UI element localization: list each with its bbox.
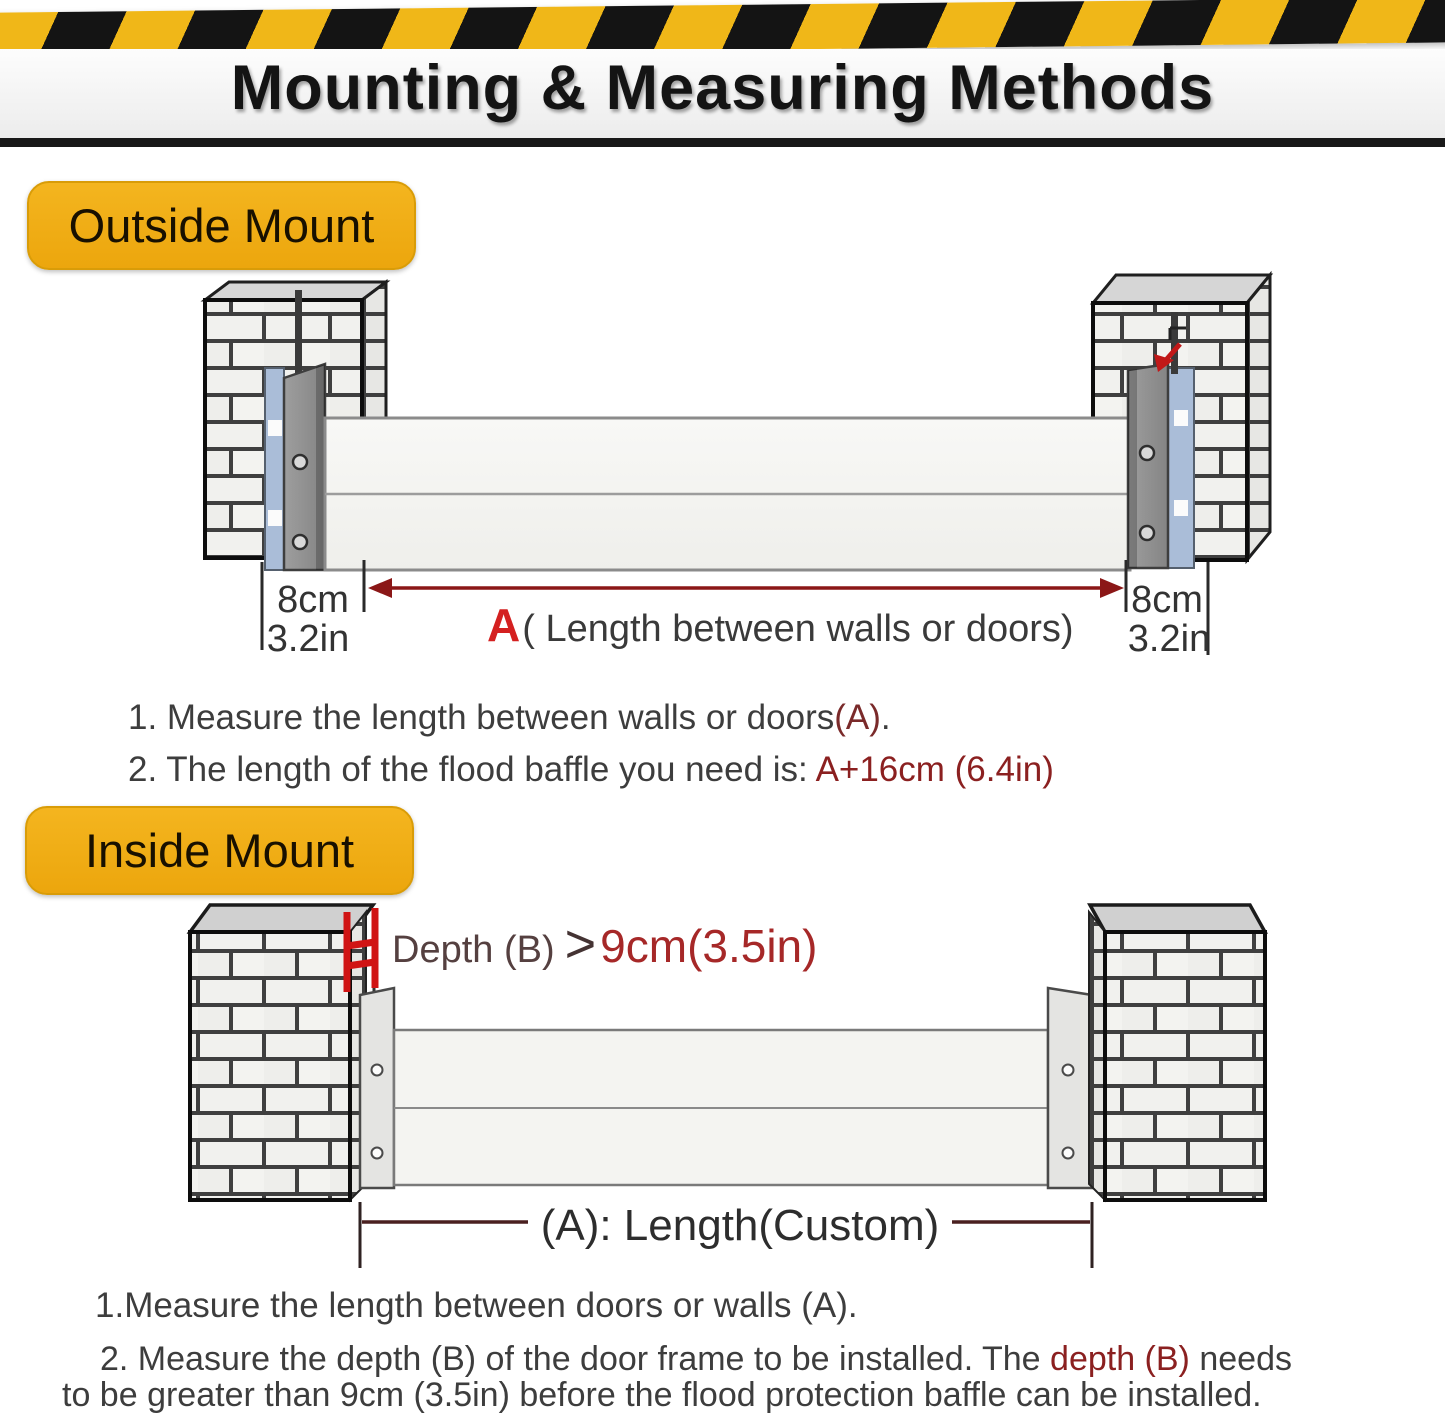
inside-step2-tail: needs — [1189, 1340, 1292, 1378]
screw — [1140, 446, 1154, 460]
depth-bracket-rung — [347, 962, 375, 966]
right-anchor-rod — [1171, 312, 1178, 374]
inside-step1-text: 1.Measure the length between doors or walls (A). — [95, 1286, 858, 1325]
span-label-rest: ( Length between walls or doors) — [522, 608, 1074, 650]
depth-value: 9cm(3.5in) — [600, 920, 818, 972]
span-label-A: A — [487, 599, 521, 651]
outside-step2-accent: A+16cm (6.4in) — [815, 750, 1054, 789]
right-pillar-top-face — [1093, 275, 1270, 303]
left-blue-seal-strip — [265, 368, 284, 570]
dim-label-left-cm: 8cm — [277, 579, 349, 621]
screw — [293, 455, 307, 469]
inside-step3-text: to be greater than 9cm (3.5in) before the flood protection baffle can be installed. — [62, 1376, 1262, 1414]
outside-dimension-group — [262, 560, 1210, 660]
outside-step1-period: . — [880, 698, 891, 737]
header-divider-bar — [0, 138, 1445, 147]
dim-label-right-in: 3.2in — [1127, 618, 1211, 660]
screw — [372, 1065, 383, 1076]
screw — [293, 535, 307, 549]
outside-step-2 — [128, 750, 1054, 790]
screw — [1063, 1065, 1074, 1076]
right-pillar-side-face — [1247, 275, 1270, 560]
seal-cutout — [268, 420, 282, 436]
page-title: Mounting & Measuring Methods — [230, 53, 1215, 123]
right-pillar-reveal-strip — [1089, 912, 1105, 1200]
flood-baffle-inside — [394, 1030, 1048, 1185]
left-pillar-front-face — [190, 932, 350, 1200]
right-pillar-inside — [1089, 905, 1265, 1200]
outside-mount-badge — [27, 181, 416, 270]
outside-step1-text: 1. Measure the length between walls or doors — [128, 698, 835, 737]
inside-step-3 — [62, 1376, 1262, 1415]
screw — [372, 1148, 383, 1159]
depth-label-text: Depth (B) — [392, 929, 555, 971]
span-length-label — [487, 599, 1074, 651]
seal-cutout — [1174, 500, 1188, 516]
inside-step-1 — [95, 1286, 858, 1326]
depth-gt-symbol: > — [564, 914, 597, 974]
screw — [1140, 526, 1154, 540]
inside-mount-badge-label: Inside Mount — [84, 824, 355, 877]
left-anchor-rod — [295, 290, 302, 375]
dim-label-right-cm: 8cm — [1131, 579, 1203, 621]
outside-step-1 — [128, 698, 891, 738]
seal-cutout — [268, 510, 282, 526]
span-arrowhead-left — [368, 578, 392, 598]
right-pillar-front-face — [1105, 932, 1265, 1200]
outside-mount-badge-label: Outside Mount — [68, 199, 375, 252]
outside-mount-diagram — [0, 260, 1445, 690]
depth-label — [392, 914, 817, 974]
inside-step2-text: 2. Measure the depth (B) of the door frame to be installed. The — [100, 1340, 1051, 1378]
inside-step2-accent: depth (B) — [1050, 1340, 1190, 1378]
flood-baffle-outside — [325, 418, 1130, 570]
span-arrowhead-right — [1100, 578, 1124, 598]
inside-step-2 — [100, 1340, 1292, 1379]
dim-label-left-in: 3.2in — [266, 618, 350, 660]
post-shade-edge — [1128, 369, 1137, 568]
outside-step1-accent: (A) — [834, 698, 881, 737]
inside-dimension-group — [360, 1201, 1092, 1268]
screw — [1063, 1148, 1074, 1159]
depth-bracket-rung — [347, 942, 375, 946]
right-blue-seal-strip — [1168, 368, 1194, 568]
inside-mount-diagram — [0, 870, 1445, 1310]
length-custom-label: (A): Length(Custom) — [540, 1201, 940, 1250]
right-inside-channel — [1048, 958, 1093, 1188]
left-inside-channel — [360, 988, 394, 1188]
seal-cutout — [1174, 410, 1188, 426]
right-pillar-cap-slab — [1090, 905, 1265, 932]
outside-step2-text: 2. The length of the flood baffle you need is: — [128, 750, 816, 789]
